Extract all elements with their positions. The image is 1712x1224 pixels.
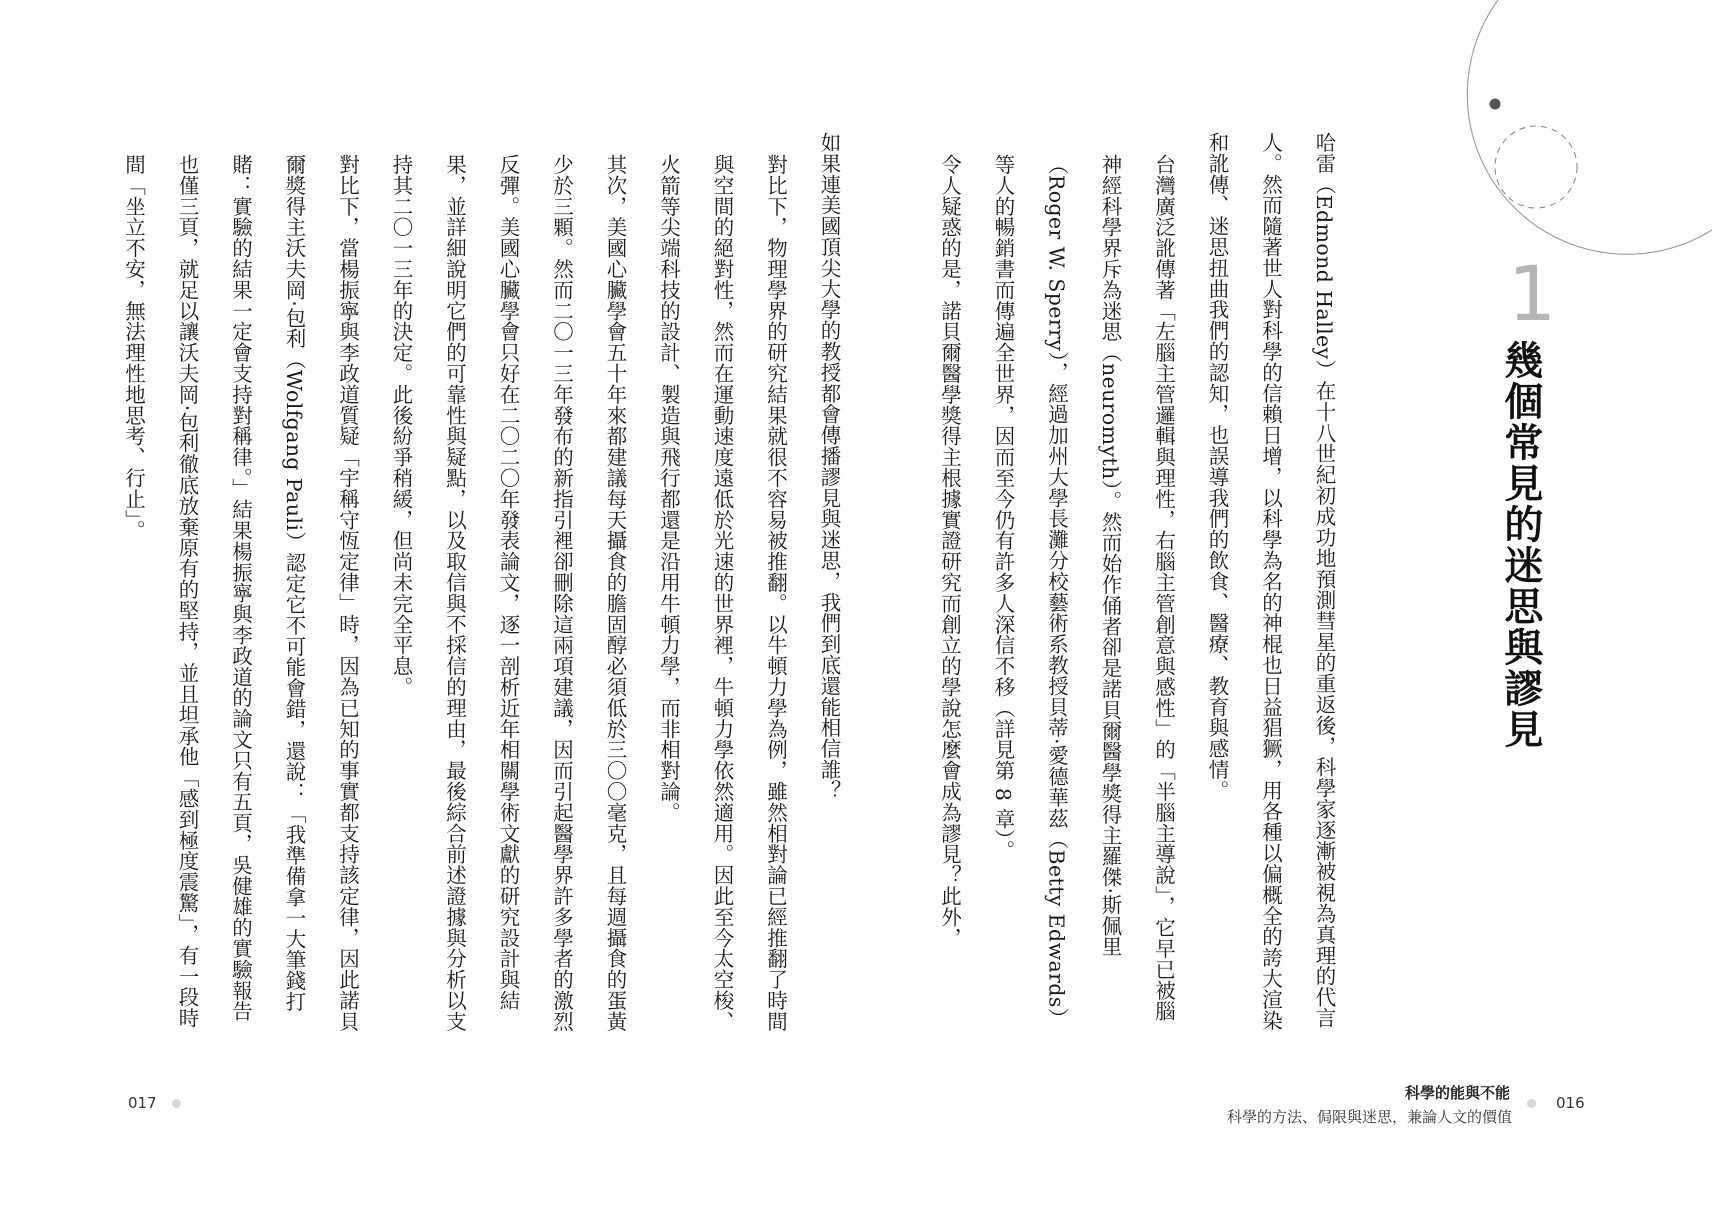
paragraph: 對比下，當楊振寧與李政道質疑「宇稱守恆定律」時，因為已知的事實都支持該定律，因此諾貝爾獎得主沃夫岡‧包利（Wolfgang Pauli）認定它不可能會錯，還說：「我準備拿一大筆錢打賭：實驗的結果一定會支持對稱律。」結果楊振寧與李政道的論文只有五頁，吳健雄的實驗報告也僅三頁，就足以讓沃夫岡‧包利徹底放棄原有的堅持，並且坦承他「感到極度震驚」，有一段時間「坐立不安，無法理性地思考、行止」。 (121, 153, 360, 1032)
paragraph: 哈雷（Edmond Halley）在十八世紀初成功地預測彗星的重返後，科學家逐漸被視為真理的代言人。然而隨著世人對科學的信賴日增，以科學為名的神棍也日益猖獗，用各種以偏概全的誇大渲染和訛傳、迷思扭曲我們的認知，也誤導我們的飲食、醫療、教育與感情。 (1205, 132, 1336, 1031)
paragraph: 台灣廣泛訛傳著「左腦主管邏輯與理性，右腦主管創意與感性」的「半腦主導說」，它早已被腦神經科學界斥為迷思（neuromyth）。然而始作俑者卻是諾貝爾醫學獎得主羅傑‧斯佩里（Roger W. Sperry），經過加州大學長灘分校藝術系教授貝蒂‧愛德華茲（Betty Edwards）等人的暢銷書而傳遍全世界，因而至今仍有許多人深信不移（詳見第 8 章）。 (991, 153, 1176, 1029)
left-page-body (106, 132, 855, 1032)
page-number-right: 016 (1556, 1094, 1585, 1112)
chapter-title: 幾個常見的迷思與謬見 (1497, 340, 1543, 750)
running-subtitle: 科學的方法、侷限與迷思，兼論人文的價值 (1226, 1108, 1512, 1126)
chapter-number: 1 (1507, 249, 1557, 338)
paragraph: 如果連美國頂尖大學的教授都會傳播謬見與迷思，我們到底還能相信誰？ (817, 132, 841, 801)
running-title: 科學的能與不能 (1404, 1084, 1510, 1102)
page-number-left: 017 (128, 1094, 157, 1112)
paragraph: 令人疑惑的是，諾貝爾醫學獎得主根據實證研究而創立的學說怎麼會成為謬見？此外， (937, 153, 962, 948)
paragraph: 其次，美國心臟學會五十年來都建議每天攝食的膽固醇必須低於三〇〇毫克，且每週攝食的蛋黃少於三顆。然而二〇一三年發布的新指引裡卻刪除這兩項建議，因而引起醫學界許多學者的激烈反彈。美國心臟學會只好在二〇二〇年發表論文，逐一剖析近年相關學術文獻的研究設計與結果，並詳細說明它們的可靠性與疑點，以及取信與不採信的理由，最後綜合前述證據與分析以支持其二〇一三年的決定。此後紛爭稍緩，但尚未完全平息。 (389, 153, 627, 1032)
right-page-body (922, 132, 1350, 1032)
folio-dot-icon (172, 1099, 181, 1108)
folio-dot-icon (1527, 1099, 1536, 1108)
paragraph: 對比下，物理學界的研究結果就很不容易被推翻。以牛頓力學為例，雖然相對論已經推翻了時間與空間的絕對性，然而在運動速度遠低於光速的世界裡，牛頓力學依然適用。因此至今太空梭、火箭等尖端科技的設計、製造與飛行都還是沿用牛頓力學，而非相對論。 (656, 153, 788, 1032)
decorative-circles (1440, 0, 1712, 260)
